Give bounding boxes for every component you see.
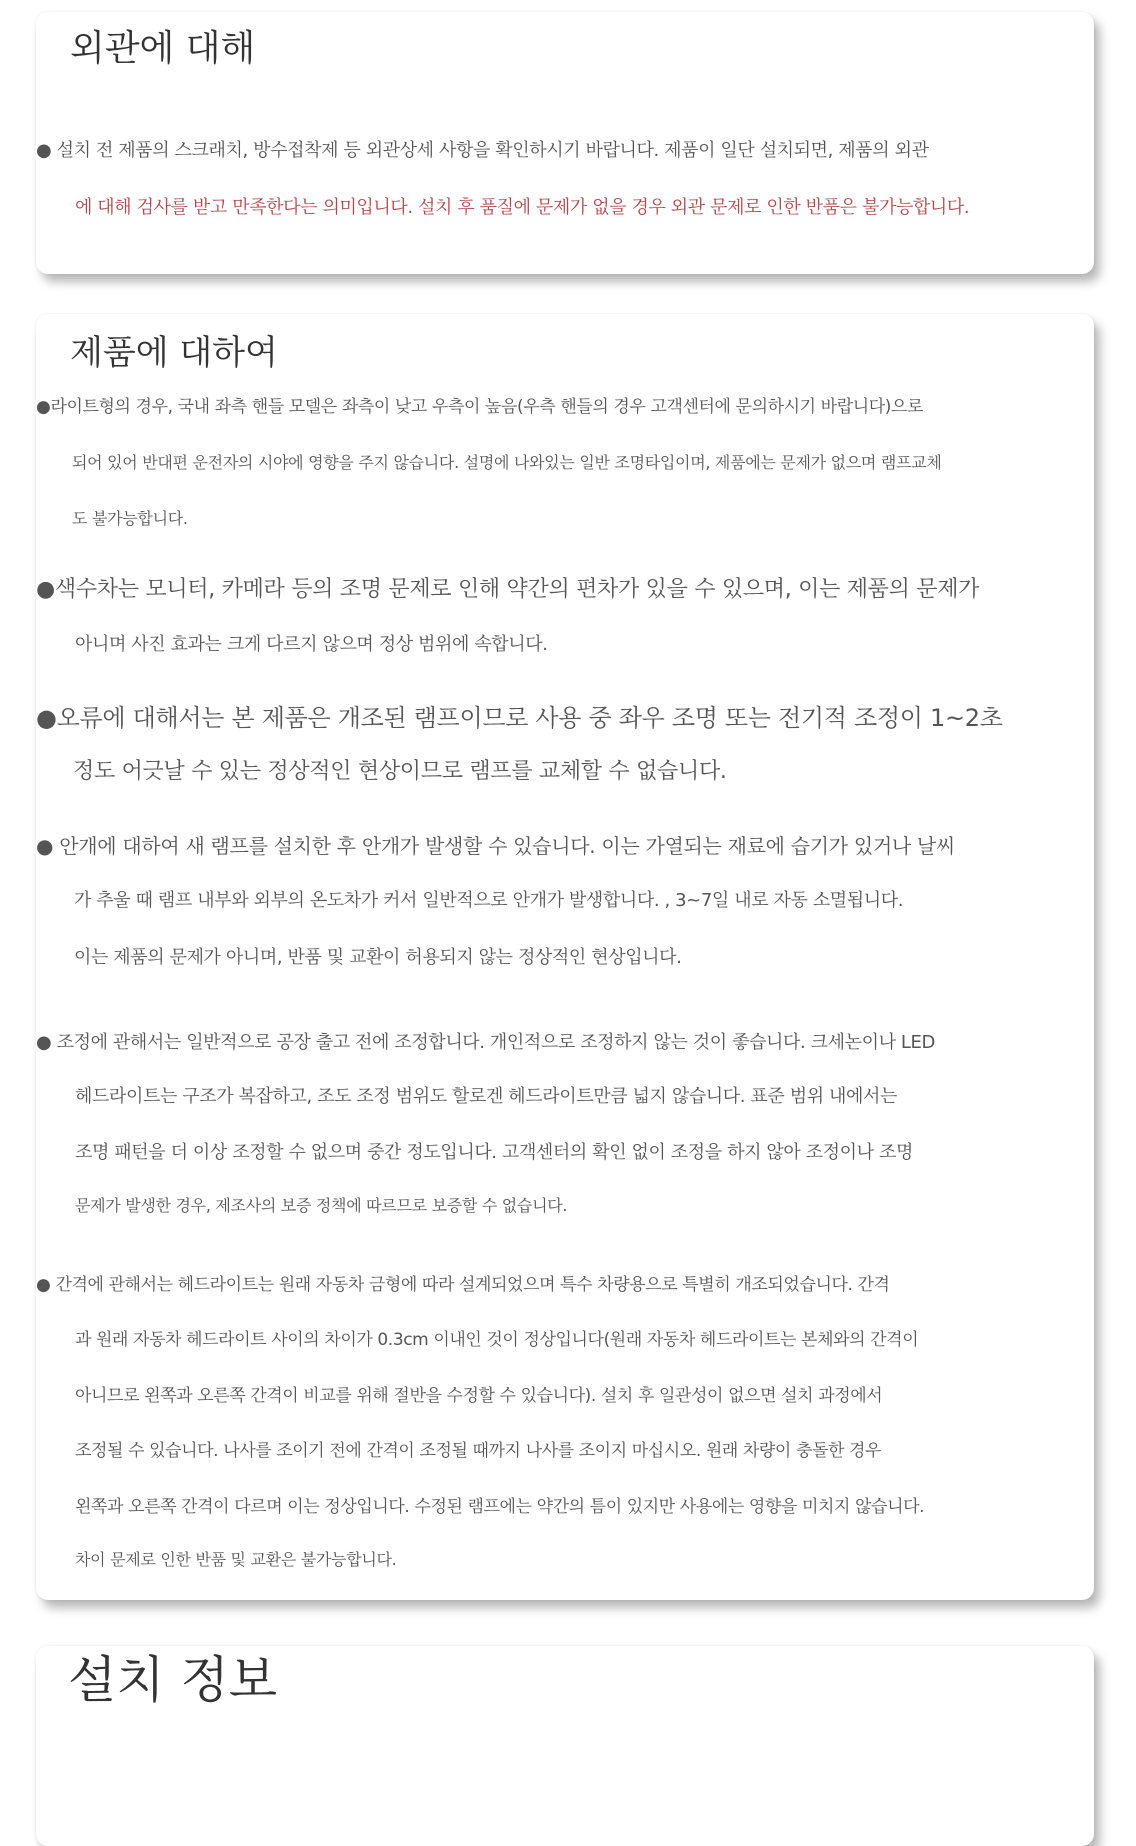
bullet-icon: ● <box>36 704 57 732</box>
product-p3-line-2: 정도 어긋날 수 있는 정상적인 현상이므로 램프를 교체할 수 없습니다. <box>73 759 727 784</box>
product-p2-text-1: 색수차는 모니터, 카메라 등의 조명 문제로 인해 약간의 편차가 있을 수 있으며, 이는 제품의 문제가 <box>54 577 980 602</box>
bullet-icon: ● <box>36 1275 51 1295</box>
bullet-icon: ● <box>36 577 55 602</box>
product-p1-text-1: 라이트형의 경우, 국내 좌측 핸들 모델은 좌측이 낮고 우측이 높음(우측 핸들의 경우 고객센터에 문의하시기 바랍니다)으로 <box>50 397 924 417</box>
product-p2-line-2: 아니며 사진 효과는 크게 다르지 않으며 정상 범위에 속합니다. <box>75 634 548 655</box>
product-p1-line-2: 되어 있어 반대편 운전자의 시야에 영향을 주지 않습니다. 설명에 나와있는 일반 조명타입이며, 제품에는 문제가 없으며 램프교체 <box>72 453 942 472</box>
product-p5-line-3: 조명 패턴을 더 이상 조정할 수 없으며 중간 정도입니다. 고객센터의 확인 없이 조정을 하지 않아 조정이나 조명 <box>75 1142 913 1163</box>
product-p4-line-2: 가 추울 때 램프 내부와 외부의 온도차가 커서 일반적으로 안개가 발생합니다. , 3~7일 내로 자동 소멸됩니다. <box>74 890 904 911</box>
product-p5-text-1: 조정에 관해서는 일반적으로 공장 출고 전에 조정합니다. 개인적으로 조정하지 않는 것이 좋습니다. 크세논이나 LED <box>56 1032 935 1053</box>
product-p6-line-2: 과 원래 자동차 헤드라이트 사이의 차이가 0.3cm 이내인 것이 정상입니다(원래 자동차 헤드라이트는 본체와의 간격이 <box>75 1330 919 1350</box>
product-p1-line-3: 도 불가능합니다. <box>72 509 188 528</box>
appearance-title: 외관에 대해 <box>70 28 256 69</box>
product-p1-line-1 <box>36 392 923 417</box>
product-p5-line-1 <box>36 1028 935 1054</box>
appearance-line-2: 에 대해 검사를 받고 만족한다는 의미입니다. 설치 후 품질에 문제가 없을 경우 외관 문제로 인한 반품은 불가능합니다. <box>75 197 970 218</box>
product-p4-line-1 <box>36 830 955 859</box>
bullet-icon: ● <box>36 140 52 161</box>
product-p2-line-1 <box>36 572 979 603</box>
bullet-icon: ● <box>36 397 51 417</box>
product-p6-line-3: 아니므로 왼쪽과 오른쪽 간격이 비교를 위해 절반을 수정할 수 있습니다). 설치 후 일관성이 없으면 설치 과정에서 <box>75 1386 883 1406</box>
product-p6-line-4: 조정될 수 있습니다. 나사를 조이기 전에 간격이 조정될 때까지 나사를 조이지 마십시오. 원래 차량이 충돌한 경우 <box>75 1441 882 1461</box>
product-p6-text-1: 간격에 관해서는 헤드라이트는 원래 자동차 금형에 따라 설계되었으며 특수 차량용으로 특별히 개조되었습니다. 간격 <box>55 1275 890 1295</box>
product-p3-text-1: 오류에 대해서는 본 제품은 개조된 램프이므로 사용 중 좌우 조명 또는 전기적 조정이 1~2초 <box>56 704 1003 732</box>
install-title: 설치 정보 <box>68 1651 278 1709</box>
product-p5-line-2: 헤드라이트는 구조가 복잡하고, 조도 조정 범위도 할로겐 헤드라이트만큼 넓지 않습니다. 표준 범위 내에서는 <box>75 1086 897 1107</box>
product-p5-line-4: 문제가 발생한 경우, 제조사의 보증 정책에 따르므로 보증할 수 없습니다. <box>75 1196 568 1215</box>
product-p6-line-1 <box>36 1270 890 1295</box>
product-p4-line-3: 이는 제품의 문제가 아니며, 반품 및 교환이 허용되지 않는 정상적인 현상입니다. <box>74 947 682 968</box>
appearance-text-1: 설치 전 제품의 스크래치, 방수접착제 등 외관상세 사항을 확인하시기 바랍니다. 제품이 일단 설치되면, 제품의 외관 <box>56 140 929 161</box>
bullet-icon: ● <box>36 834 54 858</box>
product-p6-line-5: 왼쪽과 오른쪽 간격이 다르며 이는 정상입니다. 수정된 램프에는 약간의 틈이 있지만 사용에는 영향을 미치지 않습니다. <box>75 1497 925 1517</box>
product-title: 제품에 대하여 <box>70 333 278 373</box>
product-p3-line-1 <box>36 698 1003 733</box>
bullet-icon: ● <box>36 1032 52 1053</box>
product-p6-line-6: 차이 문제로 인한 반품 및 교환은 불가능합니다. <box>75 1550 397 1569</box>
product-p4-text-1: 안개에 대하여 새 램프를 설치한 후 안개가 발생할 수 있습니다. 이는 가열되는 재료에 습기가 있거나 날씨 <box>59 834 955 858</box>
appearance-line-1 <box>36 136 929 162</box>
